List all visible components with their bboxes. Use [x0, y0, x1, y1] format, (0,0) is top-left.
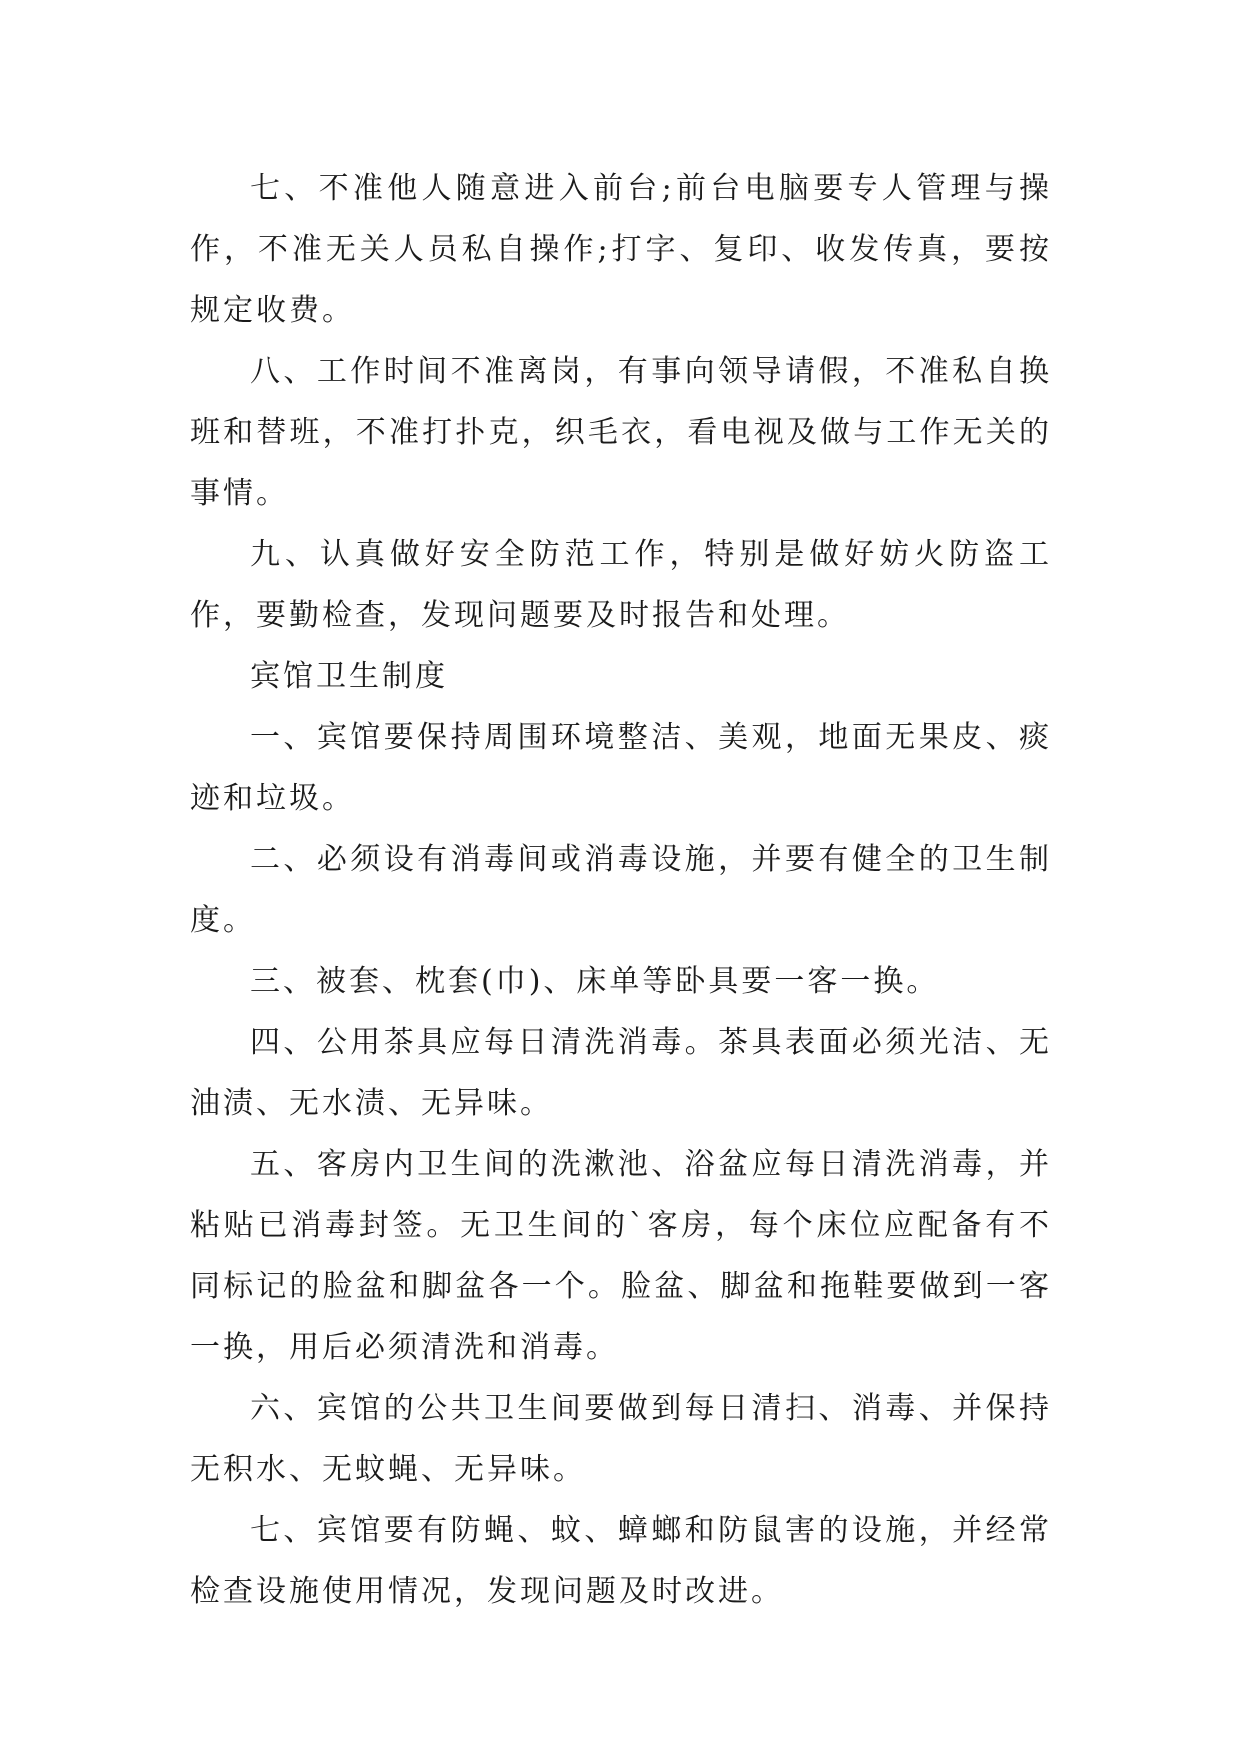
paragraph-hygiene-7: 七、宾馆要有防蝇、蚊、蟑螂和防鼠害的设施，并经常检查设施使用情况，发现问题及时改进。 [190, 1513, 1052, 1609]
paragraph-hygiene-1: 一、宾馆要保持周围环境整洁、美观，地面无果皮、痰迹和垃圾。 [190, 720, 1052, 816]
paragraph-hygiene-4: 四、公用茶具应每日清洗消毒。茶具表面必须光洁、无油渍、无水渍、无异味。 [190, 1025, 1052, 1121]
section-heading-hygiene: 宾馆卫生制度 [250, 659, 448, 694]
paragraph-hygiene-5: 五、客房内卫生间的洗漱池、浴盆应每日清洗消毒，并粘贴已消毒封签。无卫生间的`客房，每个床位应配备有不同标记的脸盆和脚盆各一个。脸盆、脚盆和拖鞋要做到一客一换，用后必须清洗和消毒。 [190, 1147, 1052, 1365]
paragraph-hygiene-2: 二、必须设有消毒间或消毒设施，并要有健全的卫生制度。 [190, 842, 1052, 938]
paragraph-hygiene-6: 六、宾馆的公共卫生间要做到每日清扫、消毒、并保持无积水、无蚊蝇、无异味。 [190, 1391, 1052, 1487]
paragraph-rule-9-safety: 九、认真做好安全防范工作，特别是做好妨火防盗工作，要勤检查，发现问题要及时报告和处理。 [190, 537, 1052, 633]
paragraph-rule-7-front-desk: 七、不准他人随意进入前台;前台电脑要专人管理与操作，不准无关人员私自操作;打字、复印、收发传真，要按规定收费。 [190, 171, 1052, 328]
document-body [190, 158, 1052, 1622]
paragraph-rule-8-work-hours: 八、工作时间不准离岗，有事向领导请假，不准私自换班和替班，不准打扑克，织毛衣，看电视及做与工作无关的事情。 [190, 354, 1052, 511]
paragraph-hygiene-3: 三、被套、枕套(巾)、床单等卧具要一客一换。 [250, 964, 940, 999]
